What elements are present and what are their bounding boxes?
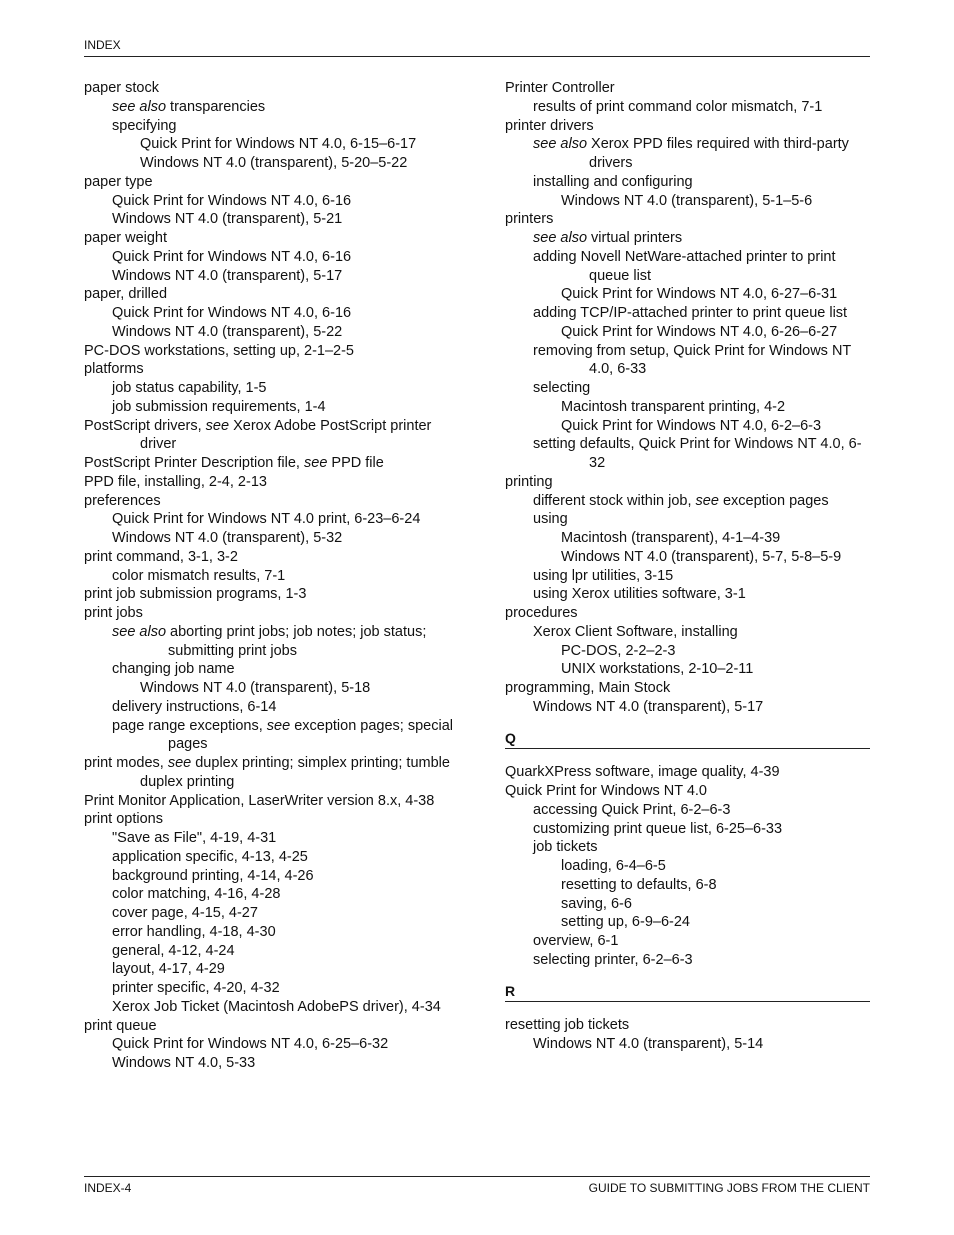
index-entry: Quick Print for Windows NT 4.0, 6-2–6-3 — [561, 417, 822, 434]
see-reference: see — [205, 417, 230, 434]
index-entry: general, 4-12, 4-24 — [112, 942, 235, 959]
index-entry: Windows NT 4.0 (transparent), 5-14 — [533, 1036, 764, 1052]
index-entry: Quick Print for Windows NT 4.0, 6-26–6-27 — [561, 323, 838, 340]
see-reference: see — [695, 492, 719, 509]
see-reference: see also — [112, 623, 167, 640]
index-entry: setting defaults, Quick Print for Windows NT 4.0, 6-32 — [533, 436, 862, 471]
index-entry: paper type — [84, 173, 153, 190]
index-entry: cover page, 4-15, 4-27 — [112, 905, 258, 921]
index-entry: color matching, 4-16, 4-28 — [112, 886, 281, 903]
index-entry: Quick Print for Windows NT 4.0, 6-16 — [112, 305, 352, 321]
index-entry: using Xerox utilities software, 3-1 — [533, 586, 746, 603]
index-entry: loading, 6-4–6-5 — [561, 858, 666, 874]
index-entry: Xerox Job Ticket (Macintosh AdobePS driver), 4-34 — [112, 998, 441, 1015]
index-entry: accessing Quick Print, 6-2–6-3 — [533, 801, 731, 818]
index-entry: QuarkXPress software, image quality, 4-39 — [505, 764, 780, 781]
index-entry: PC-DOS workstations, setting up, 2-1–2-5 — [84, 342, 354, 359]
index-entry: PPD file, installing, 2-4, 2-13 — [84, 473, 267, 490]
index-entry: error handling, 4-18, 4-30 — [112, 923, 276, 940]
index-entry: see also Xerox PPD files required with third-party drivers — [533, 136, 849, 171]
index-column-right — [505, 79, 870, 1054]
index-entry: page range exceptions, see exception pages; special pages — [112, 717, 453, 753]
index-entry: Print Monitor Application, LaserWriter version 8.x, 4-38 — [84, 792, 435, 809]
index-entry: changing job name — [112, 661, 235, 678]
index-entry: printing — [505, 473, 553, 490]
index-entry: print jobs — [84, 605, 143, 621]
index-entry: see also aborting print jobs; job notes; job status; submitting print jobs — [112, 623, 427, 659]
index-entry: print queue — [84, 1017, 157, 1034]
section-letter-heading: R — [505, 982, 870, 1003]
index-entry: PC-DOS, 2-2–2-3 — [561, 642, 676, 659]
index-entry: Quick Print for Windows NT 4.0, 6-16 — [112, 248, 352, 265]
see-reference: see — [167, 755, 192, 771]
index-entry: Windows NT 4.0 (transparent), 5-7, 5-8–5-9 — [561, 548, 842, 565]
index-column-left — [84, 79, 464, 1073]
index-entry: overview, 6-1 — [533, 933, 619, 949]
index-entry: saving, 6-6 — [561, 895, 632, 912]
see-reference: see also — [112, 98, 167, 115]
index-entry: paper stock — [84, 80, 159, 96]
index-entry: Xerox Client Software, installing — [533, 623, 738, 640]
index-entry: Windows NT 4.0 (transparent), 5-21 — [112, 211, 343, 228]
see-reference: see — [304, 455, 328, 471]
index-entry: Quick Print for Windows NT 4.0, 6-25–6-32 — [112, 1036, 389, 1053]
index-entry: selecting — [533, 380, 591, 396]
index-entry: Printer Controller — [505, 80, 615, 96]
index-entry: resetting job tickets — [505, 1017, 630, 1034]
header-rule — [84, 56, 870, 57]
index-entry: preferences — [84, 492, 161, 509]
index-entry: Windows NT 4.0 (transparent), 5-17 — [112, 267, 343, 284]
index-entry: color mismatch results, 7-1 — [112, 567, 286, 584]
index-entry: "Save as File", 4-19, 4-31 — [112, 830, 277, 846]
index-entry: job submission requirements, 1-4 — [112, 398, 326, 415]
index-entry: customizing print queue list, 6-25–6-33 — [533, 820, 783, 837]
index-entry: delivery instructions, 6-14 — [112, 698, 277, 715]
index-entry: Windows NT 4.0 (transparent), 5-17 — [533, 698, 764, 715]
index-entry: platforms — [84, 361, 144, 378]
index-entry: printers — [505, 211, 554, 228]
index-entry: Quick Print for Windows NT 4.0, 6-27–6-31 — [561, 286, 838, 303]
section-letter-heading: Q — [505, 729, 870, 750]
index-entry: removing from setup, Quick Print for Windows NT 4.0, 6-33 — [533, 342, 852, 378]
index-entry: print modes, see duplex printing; simplex printing; tumble duplex printing — [84, 755, 450, 790]
index-entry: installing and configuring — [533, 173, 693, 190]
index-entry: Windows NT 4.0 (transparent), 5-20–5-22 — [140, 155, 408, 171]
index-entry: PostScript Printer Description file, see PPD file — [84, 455, 384, 471]
see-reference: see also — [533, 230, 588, 246]
index-entry: printer drivers — [505, 117, 594, 134]
index-entry: resetting to defaults, 6-8 — [561, 876, 717, 893]
index-entry: Windows NT 4.0, 5-33 — [112, 1055, 256, 1071]
index-entry: adding TCP/IP-attached printer to print queue list — [533, 305, 848, 321]
index-entry: print options — [84, 811, 163, 828]
see-reference: see — [266, 717, 291, 734]
index-entry: Quick Print for Windows NT 4.0, 6-16 — [112, 192, 352, 209]
index-entry: printer specific, 4-20, 4-32 — [112, 980, 280, 996]
page-number: INDEX-4 — [84, 1181, 132, 1195]
index-entry: see also transparencies — [112, 98, 266, 115]
index-entry: job tickets — [533, 839, 598, 856]
index-entry: adding Novell NetWare-attached printer to print queue list — [533, 248, 836, 284]
footer-rule — [84, 1176, 870, 1177]
index-entry: background printing, 4-14, 4-26 — [112, 867, 314, 884]
index-entry: paper weight — [84, 230, 168, 246]
index-entry: Windows NT 4.0 (transparent), 5-18 — [140, 680, 371, 696]
index-entry: different stock within job, see exception pages — [533, 492, 829, 509]
index-entry: Windows NT 4.0 (transparent), 5-22 — [112, 323, 343, 340]
index-entry: Windows NT 4.0 (transparent), 5-1–5-6 — [561, 192, 813, 209]
running-header: INDEX — [84, 38, 121, 52]
index-entry: setting up, 6-9–6-24 — [561, 914, 690, 931]
index-entry: print job submission programs, 1-3 — [84, 586, 307, 603]
index-entry: specifying — [112, 117, 177, 134]
index-entry: see also virtual printers — [533, 230, 683, 246]
index-entry: programming, Main Stock — [505, 680, 671, 696]
index-entry: PostScript drivers, see Xerox Adobe PostScript printer driver — [84, 417, 432, 453]
index-entry: Macintosh (transparent), 4-1–4-39 — [561, 530, 781, 546]
index-entry: application specific, 4-13, 4-25 — [112, 848, 308, 865]
index-entry: Quick Print for Windows NT 4.0 — [505, 783, 707, 799]
index-entry: procedures — [505, 605, 578, 621]
book-title: GUIDE TO SUBMITTING JOBS FROM THE CLIENT — [588, 1181, 870, 1195]
index-entry: selecting printer, 6-2–6-3 — [533, 951, 693, 968]
index-entry: Quick Print for Windows NT 4.0 print, 6-23–6-24 — [112, 511, 421, 528]
index-entry: results of print command color mismatch, 7-1 — [533, 98, 823, 115]
index-entry: UNIX workstations, 2-10–2-11 — [561, 661, 754, 678]
index-entry: using lpr utilities, 3-15 — [533, 567, 674, 584]
index-entry: Quick Print for Windows NT 4.0, 6-15–6-17 — [140, 136, 417, 153]
index-entry: using — [533, 511, 568, 528]
index-entry: paper, drilled — [84, 286, 168, 303]
see-reference: see also — [533, 136, 588, 153]
index-entry: job status capability, 1-5 — [112, 380, 267, 396]
index-entry: print command, 3-1, 3-2 — [84, 548, 238, 565]
index-entry: Macintosh transparent printing, 4-2 — [561, 398, 786, 415]
index-entry: Windows NT 4.0 (transparent), 5-32 — [112, 530, 343, 546]
index-entry: layout, 4-17, 4-29 — [112, 961, 225, 978]
